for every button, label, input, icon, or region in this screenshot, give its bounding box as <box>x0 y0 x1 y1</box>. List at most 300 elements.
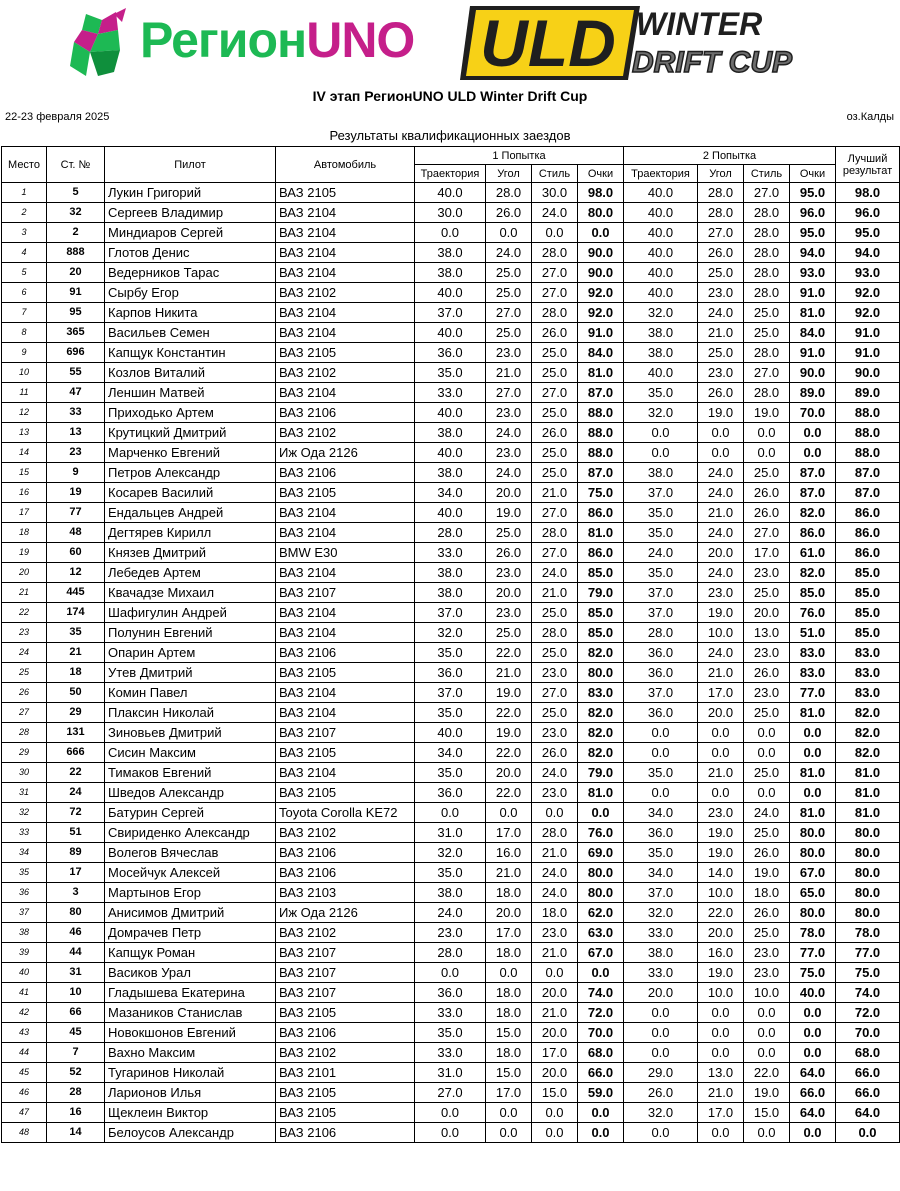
table-row <box>2 1123 900 1143</box>
trajectory-1-cell: 0.0 <box>415 1123 486 1143</box>
trajectory-1-cell: 40.0 <box>415 503 486 523</box>
trajectory-2-cell: 34.0 <box>624 863 698 883</box>
trajectory-2-cell: 37.0 <box>624 483 698 503</box>
pilot-cell: Косарев Василий <box>105 483 276 503</box>
car-cell: ВАЗ 2104 <box>276 263 415 283</box>
place-cell: 18 <box>2 523 47 543</box>
place-cell: 46 <box>2 1083 47 1103</box>
angle-2-cell: 25.0 <box>698 343 744 363</box>
angle-1-cell: 21.0 <box>486 863 532 883</box>
pilot-cell: Васильев Семен <box>105 323 276 343</box>
best-result-cell: 81.0 <box>836 803 900 823</box>
angle-1-cell: 23.0 <box>486 343 532 363</box>
car-cell: ВАЗ 2105 <box>276 183 415 203</box>
pilot-cell: Крутицкий Дмитрий <box>105 423 276 443</box>
trajectory-2-cell: 24.0 <box>624 543 698 563</box>
number-cell: 2 <box>47 223 105 243</box>
angle-2-cell: 21.0 <box>698 663 744 683</box>
points-2-cell: 82.0 <box>790 563 836 583</box>
style-1-cell: 28.0 <box>532 243 578 263</box>
style-2-cell: 25.0 <box>744 763 790 783</box>
table-row <box>2 643 900 663</box>
points-1-cell: 80.0 <box>578 883 624 903</box>
angle-1-cell: 26.0 <box>486 203 532 223</box>
angle-2-cell: 21.0 <box>698 763 744 783</box>
style-2-cell: 28.0 <box>744 383 790 403</box>
trajectory-1-cell: 0.0 <box>415 223 486 243</box>
points-1-cell: 80.0 <box>578 203 624 223</box>
best-result-cell: 94.0 <box>836 243 900 263</box>
header <box>0 0 900 84</box>
pilot-cell: Волегов Вячеслав <box>105 843 276 863</box>
table-row <box>2 323 900 343</box>
style-1-cell: 0.0 <box>532 1103 578 1123</box>
car-cell: ВАЗ 2104 <box>276 223 415 243</box>
table-row <box>2 743 900 763</box>
pilot-cell: Леншин Матвей <box>105 383 276 403</box>
angle-2-cell: 19.0 <box>698 603 744 623</box>
points-2-cell: 80.0 <box>790 903 836 923</box>
style-1-cell: 24.0 <box>532 563 578 583</box>
angle-1-cell: 15.0 <box>486 1063 532 1083</box>
angle-2-cell: 28.0 <box>698 183 744 203</box>
place-cell: 41 <box>2 983 47 1003</box>
trajectory-2-cell: 40.0 <box>624 263 698 283</box>
points-2-cell: 0.0 <box>790 1003 836 1023</box>
style-2-cell: 27.0 <box>744 363 790 383</box>
style-1-cell: 25.0 <box>532 343 578 363</box>
points-1-cell: 90.0 <box>578 243 624 263</box>
points-2-cell: 77.0 <box>790 943 836 963</box>
points-2-cell: 0.0 <box>790 743 836 763</box>
table-subtitle: Результаты квалификационных заездов <box>329 128 571 143</box>
points-1-cell: 79.0 <box>578 583 624 603</box>
points-1-cell: 83.0 <box>578 683 624 703</box>
style-1-cell: 0.0 <box>532 223 578 243</box>
trajectory-2-cell: 34.0 <box>624 803 698 823</box>
table-row <box>2 943 900 963</box>
points-1-cell: 92.0 <box>578 303 624 323</box>
place-cell: 4 <box>2 243 47 263</box>
place-cell: 32 <box>2 803 47 823</box>
place-cell: 34 <box>2 843 47 863</box>
style-2-cell: 25.0 <box>744 583 790 603</box>
style-2-cell: 0.0 <box>744 1003 790 1023</box>
style-2-cell: 25.0 <box>744 323 790 343</box>
number-cell: 29 <box>47 703 105 723</box>
trajectory-1-cell: 40.0 <box>415 183 486 203</box>
best-result-cell: 78.0 <box>836 923 900 943</box>
angle-1-cell: 25.0 <box>486 623 532 643</box>
style-1-cell: 21.0 <box>532 583 578 603</box>
car-cell: ВАЗ 2105 <box>276 663 415 683</box>
style-1-cell: 0.0 <box>532 963 578 983</box>
table-row <box>2 223 900 243</box>
header-number: Ст. № <box>47 147 105 183</box>
car-cell: ВАЗ 2106 <box>276 843 415 863</box>
place-cell: 23 <box>2 623 47 643</box>
style-2-cell: 0.0 <box>744 1043 790 1063</box>
style-1-cell: 24.0 <box>532 883 578 903</box>
trajectory-2-cell: 35.0 <box>624 503 698 523</box>
style-2-cell: 28.0 <box>744 283 790 303</box>
table-row <box>2 1103 900 1123</box>
trajectory-2-cell: 36.0 <box>624 823 698 843</box>
points-1-cell: 66.0 <box>578 1063 624 1083</box>
number-cell: 22 <box>47 763 105 783</box>
car-cell: ВАЗ 2102 <box>276 423 415 443</box>
best-result-cell: 80.0 <box>836 903 900 923</box>
angle-2-cell: 24.0 <box>698 463 744 483</box>
trajectory-1-cell: 38.0 <box>415 563 486 583</box>
style-2-cell: 0.0 <box>744 723 790 743</box>
angle-1-cell: 27.0 <box>486 383 532 403</box>
car-cell: ВАЗ 2102 <box>276 823 415 843</box>
style-2-cell: 0.0 <box>744 743 790 763</box>
style-1-cell: 27.0 <box>532 503 578 523</box>
trajectory-1-cell: 35.0 <box>415 703 486 723</box>
header-angle-1: Угол <box>486 165 532 183</box>
best-result-cell: 0.0 <box>836 1123 900 1143</box>
points-2-cell: 86.0 <box>790 523 836 543</box>
angle-2-cell: 0.0 <box>698 423 744 443</box>
best-result-cell: 96.0 <box>836 203 900 223</box>
trajectory-1-cell: 38.0 <box>415 423 486 443</box>
place-cell: 9 <box>2 343 47 363</box>
table-row <box>2 663 900 683</box>
angle-2-cell: 13.0 <box>698 1063 744 1083</box>
points-2-cell: 80.0 <box>790 823 836 843</box>
points-2-cell: 0.0 <box>790 1043 836 1063</box>
table-row <box>2 503 900 523</box>
angle-1-cell: 24.0 <box>486 243 532 263</box>
points-1-cell: 88.0 <box>578 423 624 443</box>
place-cell: 39 <box>2 943 47 963</box>
place-cell: 44 <box>2 1043 47 1063</box>
pilot-cell: Ларионов Илья <box>105 1083 276 1103</box>
place-cell: 3 <box>2 223 47 243</box>
trajectory-2-cell: 40.0 <box>624 223 698 243</box>
car-cell: ВАЗ 2102 <box>276 1043 415 1063</box>
car-cell: ВАЗ 2106 <box>276 1023 415 1043</box>
number-cell: 9 <box>47 463 105 483</box>
table-row <box>2 343 900 363</box>
number-cell: 20 <box>47 263 105 283</box>
trajectory-2-cell: 40.0 <box>624 363 698 383</box>
car-cell: ВАЗ 2104 <box>276 323 415 343</box>
car-cell: ВАЗ 2105 <box>276 343 415 363</box>
car-cell: ВАЗ 2105 <box>276 783 415 803</box>
place-cell: 31 <box>2 783 47 803</box>
pilot-cell: Гладышева Екатерина <box>105 983 276 1003</box>
car-cell: ВАЗ 2104 <box>276 623 415 643</box>
trajectory-1-cell: 32.0 <box>415 623 486 643</box>
trajectory-1-cell: 33.0 <box>415 1003 486 1023</box>
angle-1-cell: 24.0 <box>486 423 532 443</box>
angle-1-cell: 18.0 <box>486 1043 532 1063</box>
angle-2-cell: 23.0 <box>698 283 744 303</box>
number-cell: 60 <box>47 543 105 563</box>
best-result-cell: 91.0 <box>836 323 900 343</box>
pilot-cell: Вахно Максим <box>105 1043 276 1063</box>
style-2-cell: 17.0 <box>744 543 790 563</box>
car-cell: Иж Ода 2126 <box>276 903 415 923</box>
table-row <box>2 383 900 403</box>
style-1-cell: 21.0 <box>532 1003 578 1023</box>
trajectory-2-cell: 40.0 <box>624 203 698 223</box>
trajectory-1-cell: 40.0 <box>415 403 486 423</box>
pilot-cell: Лебедев Артем <box>105 563 276 583</box>
winter-text: WINTER <box>636 6 763 42</box>
style-2-cell: 0.0 <box>744 783 790 803</box>
points-2-cell: 94.0 <box>790 243 836 263</box>
number-cell: 52 <box>47 1063 105 1083</box>
trajectory-1-cell: 35.0 <box>415 763 486 783</box>
best-result-cell: 83.0 <box>836 683 900 703</box>
style-1-cell: 30.0 <box>532 183 578 203</box>
style-1-cell: 27.0 <box>532 543 578 563</box>
style-2-cell: 26.0 <box>744 483 790 503</box>
points-2-cell: 83.0 <box>790 643 836 663</box>
style-1-cell: 21.0 <box>532 943 578 963</box>
style-2-cell: 23.0 <box>744 943 790 963</box>
pilot-cell: Марченко Евгений <box>105 443 276 463</box>
points-1-cell: 90.0 <box>578 263 624 283</box>
style-1-cell: 15.0 <box>532 1083 578 1103</box>
table-row <box>2 923 900 943</box>
trajectory-1-cell: 28.0 <box>415 943 486 963</box>
style-1-cell: 23.0 <box>532 783 578 803</box>
best-result-cell: 85.0 <box>836 563 900 583</box>
style-1-cell: 23.0 <box>532 923 578 943</box>
style-1-cell: 27.0 <box>532 383 578 403</box>
trajectory-1-cell: 35.0 <box>415 643 486 663</box>
points-2-cell: 0.0 <box>790 423 836 443</box>
car-cell: ВАЗ 2104 <box>276 683 415 703</box>
points-1-cell: 70.0 <box>578 1023 624 1043</box>
points-1-cell: 85.0 <box>578 563 624 583</box>
style-1-cell: 25.0 <box>532 463 578 483</box>
best-result-cell: 77.0 <box>836 943 900 963</box>
table-row <box>2 863 900 883</box>
angle-2-cell: 14.0 <box>698 863 744 883</box>
place-cell: 33 <box>2 823 47 843</box>
place-cell: 48 <box>2 1123 47 1143</box>
place-cell: 40 <box>2 963 47 983</box>
car-cell: ВАЗ 2104 <box>276 703 415 723</box>
style-1-cell: 28.0 <box>532 623 578 643</box>
angle-1-cell: 19.0 <box>486 503 532 523</box>
car-cell: ВАЗ 2104 <box>276 303 415 323</box>
angle-1-cell: 26.0 <box>486 543 532 563</box>
trajectory-1-cell: 38.0 <box>415 583 486 603</box>
angle-2-cell: 10.0 <box>698 623 744 643</box>
car-cell: ВАЗ 2107 <box>276 943 415 963</box>
angle-1-cell: 0.0 <box>486 1123 532 1143</box>
angle-2-cell: 21.0 <box>698 323 744 343</box>
place-cell: 27 <box>2 703 47 723</box>
points-1-cell: 86.0 <box>578 543 624 563</box>
car-cell: ВАЗ 2102 <box>276 363 415 383</box>
number-cell: 696 <box>47 343 105 363</box>
pilot-cell: Зиновьев Дмитрий <box>105 723 276 743</box>
pilot-cell: Сисин Максим <box>105 743 276 763</box>
car-cell: ВАЗ 2105 <box>276 1003 415 1023</box>
points-2-cell: 0.0 <box>790 1123 836 1143</box>
style-2-cell: 23.0 <box>744 683 790 703</box>
style-1-cell: 18.0 <box>532 903 578 923</box>
angle-1-cell: 19.0 <box>486 723 532 743</box>
points-2-cell: 90.0 <box>790 363 836 383</box>
trajectory-1-cell: 23.0 <box>415 923 486 943</box>
number-cell: 72 <box>47 803 105 823</box>
style-1-cell: 25.0 <box>532 443 578 463</box>
trajectory-1-cell: 37.0 <box>415 683 486 703</box>
place-cell: 11 <box>2 383 47 403</box>
pilot-cell: Приходько Артем <box>105 403 276 423</box>
points-1-cell: 0.0 <box>578 1103 624 1123</box>
angle-2-cell: 19.0 <box>698 843 744 863</box>
trajectory-2-cell: 38.0 <box>624 943 698 963</box>
place-cell: 6 <box>2 283 47 303</box>
header-points-1: Очки <box>578 165 624 183</box>
points-2-cell: 75.0 <box>790 963 836 983</box>
place-cell: 37 <box>2 903 47 923</box>
style-2-cell: 28.0 <box>744 263 790 283</box>
trajectory-1-cell: 40.0 <box>415 443 486 463</box>
angle-2-cell: 19.0 <box>698 403 744 423</box>
trajectory-2-cell: 40.0 <box>624 183 698 203</box>
best-result-cell: 93.0 <box>836 263 900 283</box>
header-points-2: Очки <box>790 165 836 183</box>
pilot-cell: Домрачев Петр <box>105 923 276 943</box>
points-1-cell: 0.0 <box>578 1123 624 1143</box>
best-result-cell: 82.0 <box>836 723 900 743</box>
points-1-cell: 84.0 <box>578 343 624 363</box>
style-2-cell: 26.0 <box>744 843 790 863</box>
place-cell: 14 <box>2 443 47 463</box>
angle-1-cell: 23.0 <box>486 443 532 463</box>
angle-2-cell: 17.0 <box>698 1103 744 1123</box>
number-cell: 66 <box>47 1003 105 1023</box>
style-2-cell: 26.0 <box>744 903 790 923</box>
number-cell: 33 <box>47 403 105 423</box>
points-2-cell: 0.0 <box>790 443 836 463</box>
trajectory-2-cell: 29.0 <box>624 1063 698 1083</box>
angle-1-cell: 18.0 <box>486 943 532 963</box>
car-cell: ВАЗ 2107 <box>276 983 415 1003</box>
pilot-cell: Сергеев Владимир <box>105 203 276 223</box>
pilot-cell: Утев Дмитрий <box>105 663 276 683</box>
style-2-cell: 24.0 <box>744 803 790 823</box>
table-row <box>2 1023 900 1043</box>
style-2-cell: 28.0 <box>744 203 790 223</box>
trajectory-2-cell: 32.0 <box>624 303 698 323</box>
place-cell: 5 <box>2 263 47 283</box>
angle-1-cell: 0.0 <box>486 1103 532 1123</box>
angle-1-cell: 28.0 <box>486 183 532 203</box>
style-2-cell: 19.0 <box>744 1083 790 1103</box>
trajectory-1-cell: 0.0 <box>415 803 486 823</box>
style-1-cell: 27.0 <box>532 683 578 703</box>
angle-2-cell: 21.0 <box>698 503 744 523</box>
place-cell: 20 <box>2 563 47 583</box>
best-result-cell: 80.0 <box>836 863 900 883</box>
best-result-cell: 95.0 <box>836 223 900 243</box>
table-row <box>2 203 900 223</box>
drift-cup-text: DRIFT CUP <box>632 46 792 79</box>
place-cell: 26 <box>2 683 47 703</box>
trajectory-2-cell: 20.0 <box>624 983 698 1003</box>
car-cell: ВАЗ 2104 <box>276 243 415 263</box>
points-2-cell: 0.0 <box>790 783 836 803</box>
style-1-cell: 25.0 <box>532 603 578 623</box>
style-2-cell: 26.0 <box>744 663 790 683</box>
number-cell: 80 <box>47 903 105 923</box>
place-cell: 28 <box>2 723 47 743</box>
car-cell: ВАЗ 2107 <box>276 583 415 603</box>
style-2-cell: 10.0 <box>744 983 790 1003</box>
place-cell: 35 <box>2 863 47 883</box>
car-cell: ВАЗ 2106 <box>276 643 415 663</box>
trajectory-1-cell: 0.0 <box>415 1103 486 1123</box>
angle-1-cell: 25.0 <box>486 283 532 303</box>
car-cell: ВАЗ 2105 <box>276 483 415 503</box>
points-2-cell: 76.0 <box>790 603 836 623</box>
angle-1-cell: 16.0 <box>486 843 532 863</box>
style-2-cell: 19.0 <box>744 863 790 883</box>
car-cell: ВАЗ 2104 <box>276 763 415 783</box>
place-cell: 16 <box>2 483 47 503</box>
trajectory-1-cell: 40.0 <box>415 723 486 743</box>
table-row <box>2 443 900 463</box>
style-1-cell: 23.0 <box>532 663 578 683</box>
style-2-cell: 27.0 <box>744 183 790 203</box>
points-2-cell: 65.0 <box>790 883 836 903</box>
pilot-cell: Батурин Сергей <box>105 803 276 823</box>
pilot-cell: Глотов Денис <box>105 243 276 263</box>
trajectory-1-cell: 36.0 <box>415 343 486 363</box>
points-1-cell: 0.0 <box>578 803 624 823</box>
table-row <box>2 243 900 263</box>
table-row <box>2 703 900 723</box>
best-result-cell: 98.0 <box>836 183 900 203</box>
car-cell: ВАЗ 2107 <box>276 723 415 743</box>
style-1-cell: 23.0 <box>532 723 578 743</box>
points-2-cell: 95.0 <box>790 223 836 243</box>
angle-1-cell: 0.0 <box>486 963 532 983</box>
angle-1-cell: 20.0 <box>486 483 532 503</box>
number-cell: 95 <box>47 303 105 323</box>
trajectory-1-cell: 37.0 <box>415 603 486 623</box>
table-row <box>2 463 900 483</box>
table-row <box>2 1063 900 1083</box>
number-cell: 131 <box>47 723 105 743</box>
points-1-cell: 87.0 <box>578 463 624 483</box>
best-result-cell: 75.0 <box>836 963 900 983</box>
number-cell: 888 <box>47 243 105 263</box>
place-cell: 13 <box>2 423 47 443</box>
points-2-cell: 87.0 <box>790 463 836 483</box>
best-result-cell: 89.0 <box>836 383 900 403</box>
uld-text: ULD <box>480 6 616 80</box>
table-row <box>2 1083 900 1103</box>
number-cell: 35 <box>47 623 105 643</box>
pilot-cell: Мазаников Станислав <box>105 1003 276 1023</box>
style-2-cell: 25.0 <box>744 463 790 483</box>
best-result-cell: 82.0 <box>836 743 900 763</box>
table-row <box>2 783 900 803</box>
